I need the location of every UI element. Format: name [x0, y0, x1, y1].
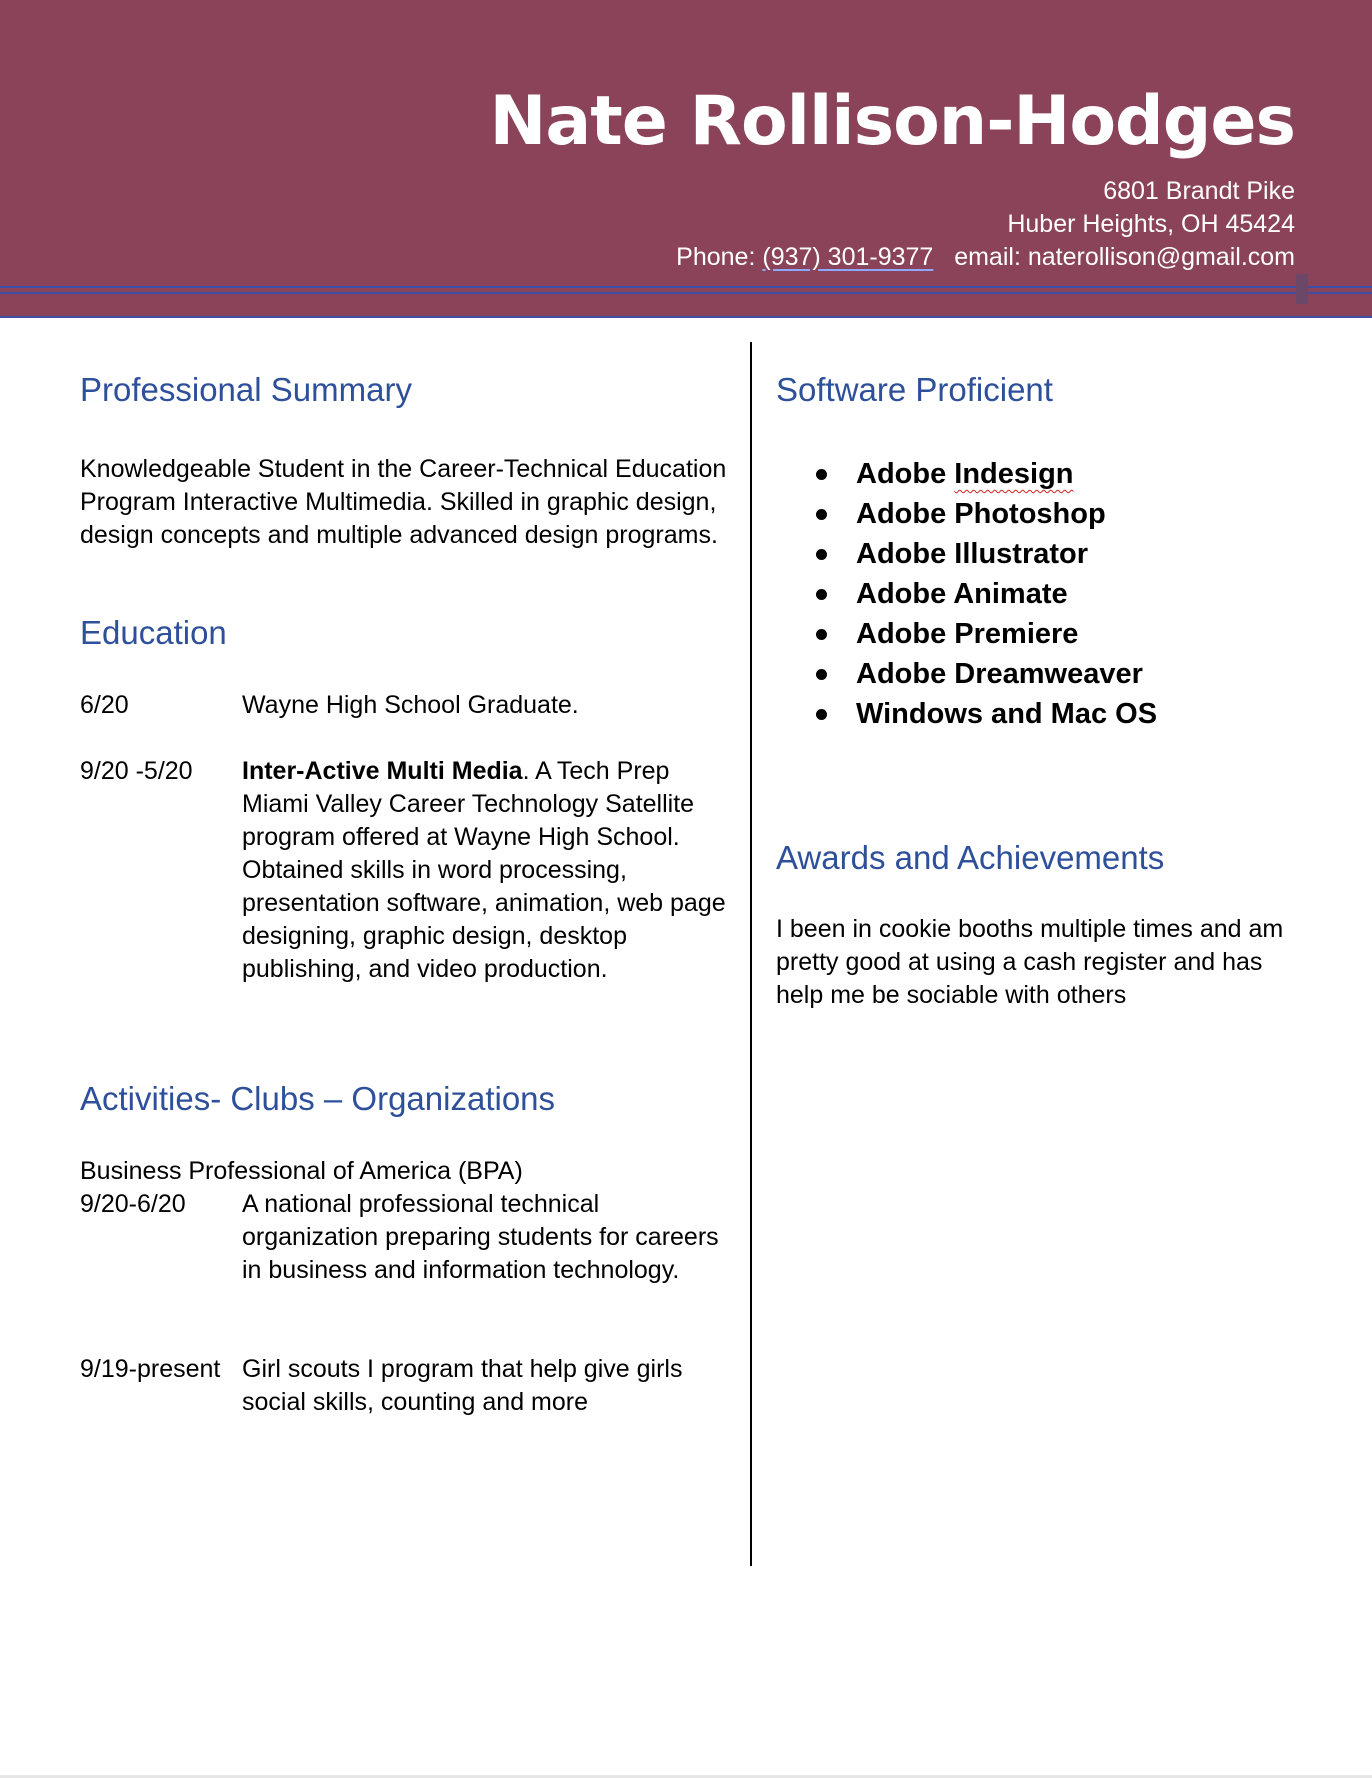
education-date-2: 9/20 -5/20: [80, 757, 193, 785]
software-item-7: Windows and Mac OS: [856, 698, 1158, 730]
bullet-icon: [816, 549, 827, 560]
header-rule-middle: [0, 292, 1372, 294]
awards-text: I been in cookie booths multiple times and am pretty good at using a cash register and has help me be sociable with others: [776, 915, 1284, 1009]
section-title-professional-summary: Professional Summary: [80, 371, 412, 408]
phone-email-line: [676, 241, 1295, 274]
header-rule-top: [0, 286, 1372, 288]
list-item: [816, 654, 1157, 694]
activity-date-2: 9/19-present: [80, 1355, 221, 1383]
email-address[interactable]: naterollison@gmail.com: [1027, 243, 1295, 271]
phone-label: Phone:: [676, 243, 756, 271]
bullet-icon: [816, 509, 827, 520]
summary-text: Knowledgeable Student in the Career-Technical Education Program Interactive Multimedia. Skilled in graphic design, design concepts and multiple advanced design programs.: [80, 455, 727, 549]
section-title-software: Software Proficient: [776, 371, 1053, 408]
bullet-icon: [816, 709, 827, 720]
education-date-1: 6/20: [80, 691, 129, 719]
education-desc-1: [242, 689, 732, 722]
software-item-6: Adobe Dreamweaver: [856, 658, 1143, 690]
list-item: [816, 574, 1157, 614]
list-item: [816, 494, 1157, 534]
bullet-icon: [816, 589, 827, 600]
bullet-icon: [816, 469, 827, 480]
education-program-name: Inter-Active Multi Media: [242, 757, 523, 785]
email-label: email:: [954, 243, 1021, 271]
education-desc-1-text: Wayne High School Graduate.: [242, 691, 579, 719]
section-title-awards: Awards and Achievements: [776, 839, 1165, 876]
list-item: [816, 534, 1157, 574]
software-item-3: Adobe Illustrator: [856, 538, 1089, 570]
software-list: [816, 454, 1157, 734]
contact-block: [676, 175, 1295, 274]
education-desc-2: [242, 755, 732, 986]
software-item-5: Adobe Premiere: [856, 618, 1079, 650]
text-cursor-marker: [1296, 274, 1308, 304]
column-divider: [750, 342, 752, 1566]
header-rule-bottom: [0, 316, 1372, 318]
list-item: [816, 614, 1157, 654]
bullet-icon: [816, 669, 827, 680]
activity-desc-1: A national professional technical organization preparing students for careers in business and information technology.: [242, 1190, 719, 1284]
address-line-2: Huber Heights, OH 45424: [1007, 210, 1295, 238]
education-desc-2-text: . A Tech Prep Miami Valley Career Technology Satellite program offered at Wayne High School. Obtained skills in word processing, presentation software, animation, web page designing, graphic design, desktop publishing, and video production.: [242, 757, 726, 983]
applicant-name: Nate Rollison-Hodges: [489, 82, 1295, 161]
software-item-2: Adobe Photoshop: [856, 498, 1106, 530]
activity-desc-2: Girl scouts I program that help give girls social skills, counting and more: [242, 1355, 683, 1416]
phone-number: (937) 301-9377: [762, 243, 934, 271]
software-item-1-word: Indesign: [954, 458, 1074, 490]
software-item-4: Adobe Animate: [856, 578, 1068, 610]
address-line-1: 6801 Brandt Pike: [1103, 177, 1295, 205]
bullet-icon: [816, 629, 827, 640]
section-title-activities: Activities- Clubs – Organizations: [80, 1080, 556, 1117]
activity-date-1: 9/20-6/20: [80, 1190, 186, 1218]
section-title-education: Education: [80, 614, 227, 651]
list-item: [816, 694, 1157, 734]
list-item: [816, 454, 1157, 494]
software-item-1-prefix: Adobe: [856, 458, 955, 490]
activity-org-name: Business Professional of America (BPA): [80, 1157, 523, 1185]
